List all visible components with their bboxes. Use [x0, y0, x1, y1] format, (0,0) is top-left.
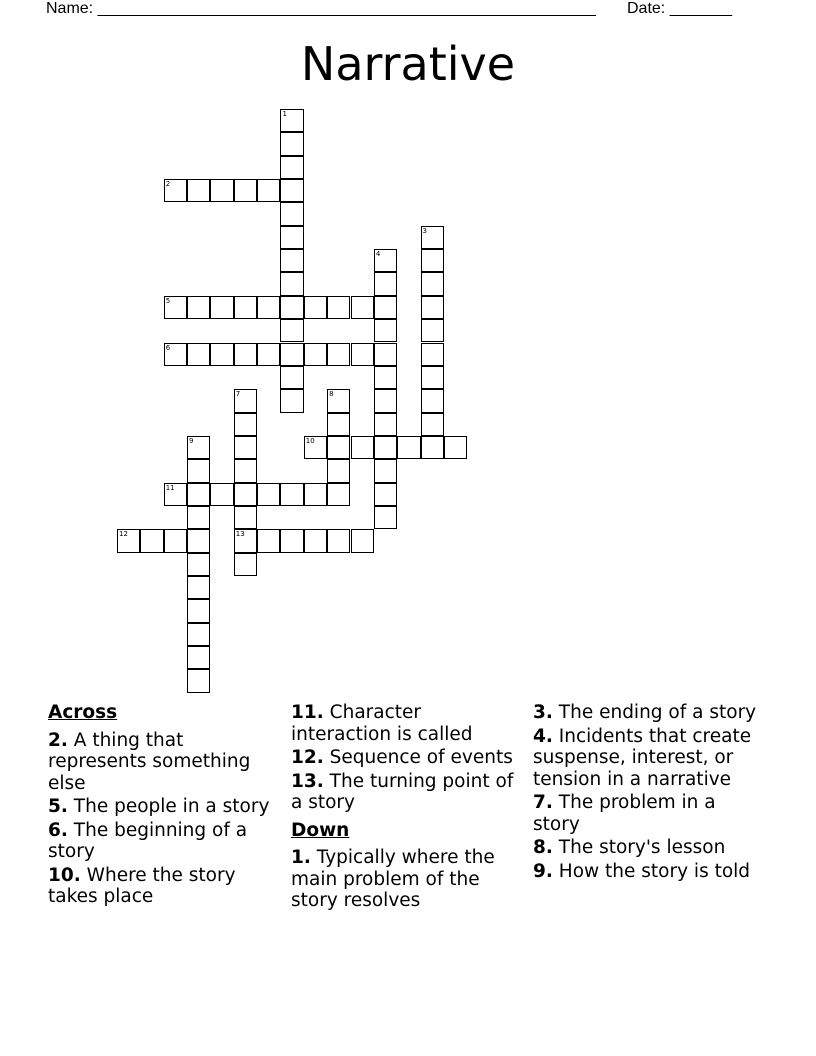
crossword-cell[interactable]	[351, 436, 374, 459]
crossword-cell[interactable]	[327, 529, 350, 552]
crossword-cell[interactable]	[351, 343, 374, 366]
clue-column-3	[533, 702, 763, 884]
clue-item: 9. How the story is told	[533, 860, 751, 882]
clue-item: 3. The ending of a story	[533, 702, 757, 723]
crossword-cell[interactable]	[210, 343, 233, 366]
crossword-cell[interactable]	[140, 529, 163, 552]
crossword-cell[interactable]	[421, 389, 444, 412]
crossword-cell[interactable]	[234, 179, 257, 202]
crossword-cell[interactable]	[327, 413, 350, 436]
crossword-cell[interactable]	[164, 483, 187, 506]
crossword-cell[interactable]	[210, 483, 233, 506]
crossword-cell[interactable]	[234, 529, 257, 552]
crossword-cell[interactable]	[234, 413, 257, 436]
crossword-cell[interactable]	[280, 319, 303, 342]
crossword-cell[interactable]	[374, 249, 397, 272]
crossword-cell[interactable]	[327, 343, 350, 366]
crossword-cell[interactable]	[421, 319, 444, 342]
cell-number: 13	[235, 530, 245, 539]
crossword-cell[interactable]	[421, 249, 444, 272]
crossword-cell[interactable]	[164, 296, 187, 319]
crossword-cell[interactable]	[187, 576, 210, 599]
cell-number: 7	[235, 390, 241, 399]
crossword-cell[interactable]	[164, 529, 187, 552]
crossword-cell[interactable]	[397, 436, 420, 459]
crossword-cell[interactable]	[374, 389, 397, 412]
crossword-cell[interactable]	[187, 623, 210, 646]
crossword-cell[interactable]	[280, 109, 303, 132]
cell-number: 2	[165, 180, 171, 189]
name-line[interactable]: ________________________________________________________	[97, 0, 596, 17]
crossword-cell[interactable]	[304, 529, 327, 552]
clue-item: 5. The people in a story	[48, 796, 270, 817]
crossword-cell[interactable]	[351, 529, 374, 552]
date-label: Date:	[627, 0, 666, 17]
cell-number: 10	[305, 436, 315, 445]
crossword-cell[interactable]	[280, 156, 303, 179]
clue-item: 1. Typically where the main problem of the story resolves	[291, 847, 495, 911]
date-line[interactable]: _______	[669, 0, 732, 17]
crossword-cell[interactable]	[187, 459, 210, 482]
crossword-cell[interactable]	[374, 319, 397, 342]
crossword-cell[interactable]	[280, 202, 303, 225]
cell-number: 9	[189, 436, 194, 445]
crossword-cell[interactable]	[187, 669, 210, 692]
crossword-cell[interactable]	[187, 646, 210, 669]
crossword-cell[interactable]	[421, 413, 444, 436]
crossword-cell[interactable]	[234, 436, 257, 459]
clue-item: 6. The beginning of a story	[48, 819, 248, 862]
crossword-cell[interactable]	[374, 483, 397, 506]
crossword-cell[interactable]	[257, 179, 280, 202]
cell-number: 4	[375, 250, 381, 259]
crossword-cell[interactable]	[280, 389, 303, 412]
crossword-cell[interactable]	[421, 343, 444, 366]
cell-number: 12	[119, 530, 128, 539]
crossword-cell[interactable]	[187, 506, 210, 529]
cell-number: 6	[165, 343, 171, 352]
crossword-cell[interactable]	[280, 343, 303, 366]
clue-item: 11. Character interaction is called	[291, 702, 473, 745]
crossword-cell[interactable]	[257, 296, 280, 319]
crossword-cell[interactable]	[187, 343, 210, 366]
crossword-cell[interactable]	[280, 296, 303, 319]
crossword-cell[interactable]	[187, 553, 210, 576]
clue-item: 12. Sequence of events	[291, 747, 513, 768]
crossword-cell[interactable]	[351, 296, 374, 319]
crossword-cell[interactable]	[327, 296, 350, 319]
crossword-cell[interactable]	[187, 296, 210, 319]
crossword-cell[interactable]	[234, 506, 257, 529]
crossword-cell[interactable]	[280, 226, 303, 249]
crossword-cell[interactable]	[280, 483, 303, 506]
crossword-cell[interactable]	[304, 343, 327, 366]
crossword-cell[interactable]	[444, 436, 467, 459]
clue-item: 2. A thing that represents something else	[48, 729, 251, 794]
crossword-cell[interactable]	[280, 249, 303, 272]
cell-number: 11	[165, 483, 175, 492]
name-label: Name:	[46, 0, 94, 17]
crossword-cell[interactable]	[421, 436, 444, 459]
cell-number: 1	[282, 110, 287, 118]
crossword-cell[interactable]	[327, 459, 350, 482]
crossword-cell[interactable]	[327, 389, 350, 412]
crossword-cell[interactable]	[234, 389, 257, 412]
crossword-cell[interactable]	[187, 483, 210, 506]
clue-item: 13. The turning point of a story	[291, 770, 514, 813]
crossword-cell[interactable]	[374, 506, 397, 529]
crossword-cell[interactable]	[304, 296, 327, 319]
clue-item: 7. The problem in a story	[533, 792, 716, 835]
crossword-cell[interactable]	[164, 179, 187, 202]
crossword-cell[interactable]	[374, 459, 397, 482]
crossword-cell[interactable]	[234, 483, 257, 506]
crossword-cell[interactable]	[327, 483, 350, 506]
crossword-cell[interactable]	[421, 366, 444, 389]
crossword-cell[interactable]	[210, 179, 233, 202]
crossword-cell[interactable]	[187, 529, 210, 552]
crossword-cell[interactable]	[374, 436, 397, 459]
crossword-cell[interactable]	[280, 366, 303, 389]
crossword-cell[interactable]	[164, 343, 187, 366]
clue-item: 4. Incidents that create suspense, interest, or tension in a narrative	[533, 725, 752, 790]
crossword-cell[interactable]	[257, 529, 280, 552]
crossword-cell[interactable]	[210, 296, 233, 319]
crossword-cell[interactable]	[234, 296, 257, 319]
crossword-cell[interactable]	[257, 343, 280, 366]
across-heading: Across	[48, 702, 118, 723]
crossword-cell[interactable]	[374, 413, 397, 436]
crossword-cell[interactable]	[421, 226, 444, 249]
crossword-cell[interactable]	[374, 343, 397, 366]
crossword-cell[interactable]	[234, 343, 257, 366]
cell-number: 5	[165, 296, 171, 305]
crossword-cell[interactable]	[280, 529, 303, 552]
crossword-cell[interactable]	[374, 296, 397, 319]
cell-number: 3	[422, 226, 428, 235]
crossword-cell[interactable]	[304, 483, 327, 506]
crossword-cell[interactable]	[280, 272, 303, 295]
crossword-cell[interactable]	[187, 599, 210, 622]
crossword-cell[interactable]	[187, 179, 210, 202]
crossword-cell[interactable]	[117, 529, 140, 552]
crossword-cell[interactable]	[234, 459, 257, 482]
clue-column-2	[291, 702, 516, 914]
crossword-cell[interactable]	[374, 272, 397, 295]
cell-number: 8	[329, 390, 334, 399]
down-heading: Down	[291, 819, 350, 841]
clue-item: 10. Where the story takes place	[48, 864, 236, 907]
crossword-cell[interactable]	[280, 132, 303, 155]
page-title: Narrative	[300, 37, 516, 91]
crossword-cell[interactable]	[327, 436, 350, 459]
crossword-cell[interactable]	[280, 179, 303, 202]
crossword-cell[interactable]	[234, 553, 257, 576]
crossword-cell[interactable]	[374, 366, 397, 389]
crossword-cell[interactable]	[257, 483, 280, 506]
crossword-cell[interactable]	[304, 436, 327, 459]
clue-item: 8. The story's lesson	[533, 837, 726, 858]
crossword-cell[interactable]	[187, 436, 210, 459]
crossword-cell[interactable]	[421, 272, 444, 295]
clue-column-1	[48, 702, 284, 910]
crossword-cell[interactable]	[421, 296, 444, 319]
